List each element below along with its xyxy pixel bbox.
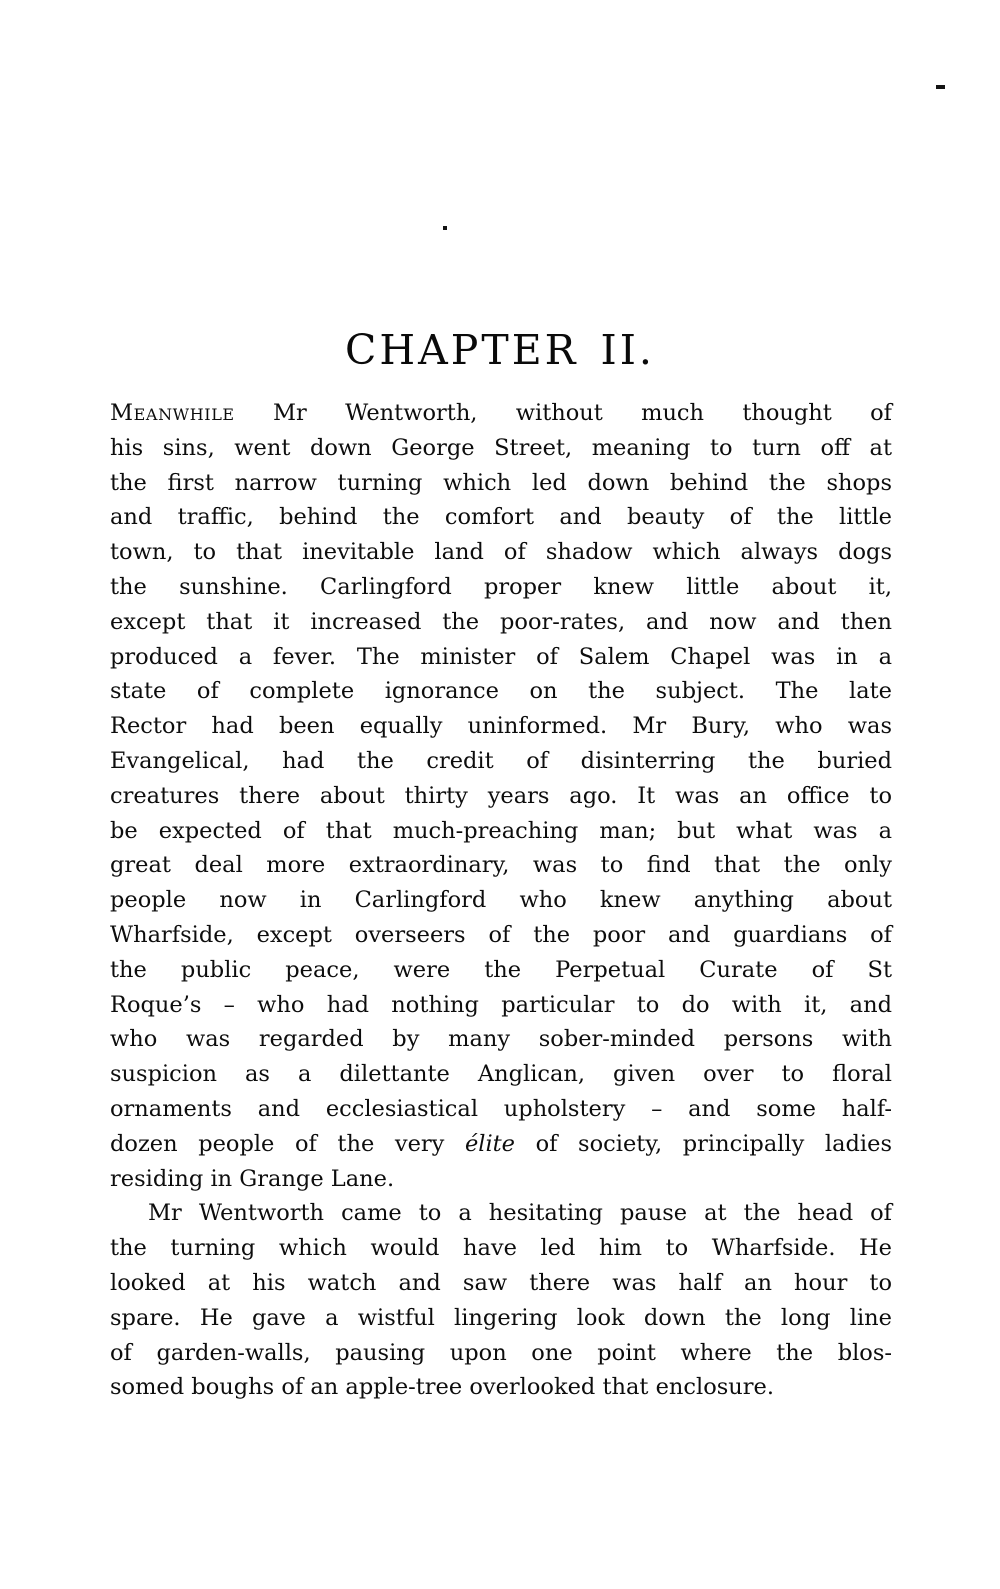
text-line	[110, 1127, 892, 1162]
text-run: the sunshine. Carlingford proper knew little about it,	[110, 573, 892, 600]
text-run: his sins, went down George Street, meaning to turn off at	[110, 434, 892, 461]
text-line	[110, 570, 892, 605]
text-run: Roque’s – who had nothing particular to do with it, and	[110, 991, 892, 1018]
text-run: creatures there about thirty years ago. It was an office to	[110, 782, 892, 809]
text-line	[110, 988, 892, 1023]
text-run: the first narrow turning which led down behind the shops	[110, 469, 892, 496]
chapter-heading: CHAPTER II.	[345, 326, 655, 374]
scan-speck-dash	[936, 85, 945, 89]
text-line	[110, 640, 892, 675]
italic-word: élite	[464, 1130, 516, 1157]
text-run: except that it increased the poor-rates, and now and then	[110, 608, 892, 635]
text-line	[110, 883, 892, 918]
text-line	[110, 605, 892, 640]
text-run: the public peace, were the Perpetual Curate of St	[110, 956, 892, 983]
text-line	[110, 1370, 892, 1405]
text-run: ornaments and ecclesiastical upholstery – and some half-	[110, 1095, 892, 1122]
text-run: people now in Carlingford who knew anything about	[110, 887, 892, 914]
text-line	[110, 814, 892, 849]
text-line	[110, 500, 892, 535]
text-line	[110, 953, 892, 988]
text-line	[110, 1162, 892, 1197]
text-line	[110, 918, 892, 953]
text-line	[110, 1022, 892, 1057]
text-run: spare. He gave a wistful lingering look down the long line	[110, 1304, 892, 1331]
text-line	[110, 779, 892, 814]
text-run: town, to that inevitable land of shadow which always dogs	[110, 539, 892, 566]
text-line	[110, 1266, 892, 1301]
text-run: Mr Wentworth, without much thought of	[234, 400, 892, 426]
text-run: the turning which would have led him to Wharfside. He	[110, 1235, 892, 1262]
text-run: Wharfside, except overseers of the poor and guardians of	[110, 921, 892, 948]
text-line	[110, 396, 892, 431]
text-line	[110, 1231, 892, 1266]
text-line	[110, 431, 892, 466]
text-line	[110, 535, 892, 570]
text-run: and traffic, behind the comfort and beauty of the little	[110, 504, 892, 531]
text-line	[110, 744, 892, 779]
text-line	[110, 1196, 892, 1231]
text-block	[110, 396, 892, 1405]
text-run: be expected of that much-preaching man; but what was a	[110, 817, 892, 844]
text-run: somed boughs of an apple-tree overlooked that enclosure.	[110, 1374, 775, 1401]
text-run: residing in Grange Lane.	[110, 1165, 395, 1192]
text-line	[110, 674, 892, 709]
text-line	[110, 1092, 892, 1127]
text-run: dozen people of the very	[110, 1130, 465, 1157]
text-line	[110, 1057, 892, 1092]
text-run: suspicion as a dilettante Anglican, given over to floral	[110, 1061, 892, 1088]
text-line	[110, 848, 892, 883]
text-run: who was regarded by many sober-minded persons with	[110, 1026, 892, 1053]
text-run: looked at his watch and saw there was half an hour to	[110, 1269, 892, 1296]
text-run: of garden-walls, pausing upon one point where the blos-	[110, 1339, 892, 1366]
text-line	[110, 1336, 892, 1371]
text-run: great deal more extraordinary, was to find that the only	[110, 852, 892, 879]
text-line	[110, 709, 892, 744]
text-run: Evangelical, had the credit of disinterring the buried	[110, 747, 892, 774]
text-run: Mr Wentworth came to a hesitating pause at the head of	[148, 1200, 892, 1227]
text-run: produced a fever. The minister of Salem Chapel was in a	[110, 643, 892, 670]
text-line	[110, 1301, 892, 1336]
text-line	[110, 466, 892, 501]
text-run: state of complete ignorance on the subject. The late	[110, 678, 892, 705]
text-run: Rector had been equally uninformed. Mr Bury, who was	[110, 713, 892, 740]
scan-speck-dot	[443, 226, 447, 230]
smallcaps-word: Meanwhile	[110, 400, 235, 426]
text-run: of society, principally ladies	[515, 1130, 892, 1157]
